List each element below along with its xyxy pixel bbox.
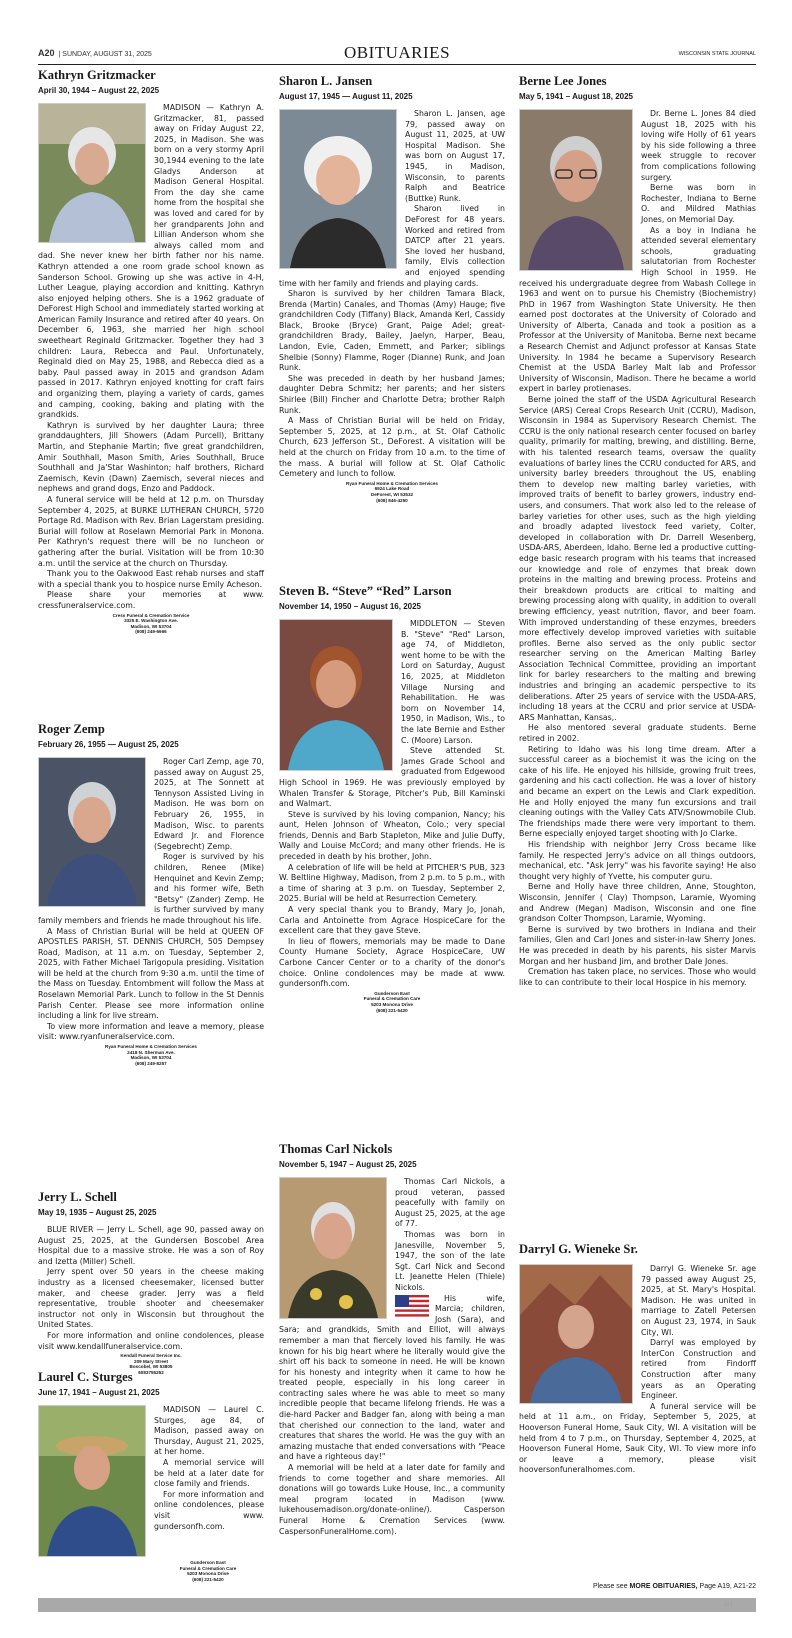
obituary-body	[38, 757, 264, 1043]
obituary-body	[38, 1225, 264, 1352]
funeral-home-line: Kendall Funeral Service Inc.	[120, 1353, 182, 1359]
funeral-home-line: (608) 221-5420	[192, 1576, 224, 1582]
paragraph: Please share your memories at www. cressfuneralservice.com.	[38, 590, 264, 610]
obituary-dates: June 17, 1941 – August 21, 2025	[38, 1388, 160, 1397]
paragraph: Thank you to the Oakwood East rehab nurses and staff with a special thank you to hospice nurse Emily Acheson.	[38, 569, 264, 589]
newspaper-page	[38, 0, 756, 1638]
funeral-home-notice	[38, 1044, 264, 1066]
funeral-home-notice	[152, 1560, 264, 1582]
obituary-photo	[38, 757, 146, 907]
funeral-home-line: 3325 E. Washington Ave.	[124, 618, 178, 624]
funeral-home-notice	[279, 481, 505, 503]
obituary-photo	[279, 109, 397, 269]
obituary-body	[279, 109, 505, 480]
paragraph: Darryl was employed by InterCon Construction and retired from Findorff Construction after many years as an Operating Engineer.	[641, 1338, 756, 1401]
obituary-name: Jerry L. Schell	[38, 1190, 117, 1204]
obituary-dates: August 17, 1945 — August 11, 2025	[279, 92, 413, 101]
paragraph: Sharon is survived by her children Tamara Black, Brenda (Martin) Canales, and Thomas (Amy) Hauge; five grandchildren Cody (Tiffany) Black, Amanda Kerl, Cassidy Black, Brooke (Bryce) Grant, Paige Adel; great-grandchildren Brady, Bailey, Jaelyn, Harper, Beau, Landon, Evie, Caden, Emmett, and Parker; siblings Shelbie (Sonny) Flamme, Roger (Dianne) Runk, and Joan Runk.	[279, 289, 505, 373]
funeral-home-notice	[279, 991, 505, 1013]
paragraph: Dr. Berne L. Jones 84 died August 18, 2025 with his loving wife Holly of 61 years by his side following a three week struggle to recover from complications following surgery.	[641, 109, 756, 182]
funeral-home-line: 6083755252	[138, 1369, 164, 1375]
funeral-home-line: Boscobel, WI 53805	[129, 1364, 173, 1370]
funeral-home-line: (608) 249-6666	[135, 629, 167, 635]
obituary-jerry-schell	[38, 1190, 264, 1376]
paragraph: Cremation has taken place, no services. Those who would like to can contribute to their local Hospice in his memory.	[519, 967, 756, 987]
obituary-dates: May 5, 1941 – August 18, 2025	[519, 92, 633, 101]
obituary-name: Laurel C. Sturges	[38, 1370, 133, 1384]
paragraph-text: His wife, Marcia; children, Josh (Sara), and Sara; and grandkids, Smith and Elliot, will always remember a man that fiercely loved his family. He was known for his big heart where he literally would give the shirt off his back to someone in need. He will be known for his honesty and integrity when it came to how he treated people, especially in his long career in contracting sales where he was able to meet so many incredible people that became lifelong friends. He was a die-hard Packer and Badger fan, along with being a man that cherished our connection to the land, water and creatures that shares the world. He was the guy with an amazing mustache that ended conversations with "Peace and have a righteous day!"	[279, 1293, 505, 1462]
paragraph: Steve is survived by his loving companion, Nancy; his aunt, Helen Johnson of Wheaton, Colo.; very special friends, Dennis and Barb Stapleton, Mike and Julie Duffy, Wally and Louise McCord; and many other friends. He is preceded in death by his brother, John.	[279, 809, 505, 862]
paragraph: BLUE RIVER — Jerry L. Schell, age 90, passed away on August 25, 2025, at the Gundersen Boscobel Area Hospital due to a massive stroke. He was a son of Roy and Izetta (Miller) Schell.	[38, 1225, 264, 1266]
obituary-laurel-sturges	[38, 1370, 264, 1582]
paragraph: Jerry spent over 50 years in the cheese making industry as a licensed cheesemaker, licensed butter maker, and cheese grader. Jerry was a field representative, trouble shooter and cheesemaker instructor not only in Wisconsin but throughout the United States.	[38, 1267, 264, 1330]
see-bold: MORE OBITUARIES,	[629, 1583, 698, 1590]
obituary-photo	[279, 619, 393, 771]
paragraph: Sharon lived in DeForest for 48 years. Worked and retired from DATCP after 21 years. She loved her husband, family, Elvis collection and enjoyed spending time with her family and friends and playing cards.	[279, 204, 505, 288]
paragraph: A funeral service will be held at 11 a.m., on Friday, September 5, 2025, at Hooverson Funeral Home, Sauk City, WI. A visitation will be held from 4 to 7 p.m., on Thursday, September 4, 2025, at Hooverson Funeral Home, Sauk City, WI. To view more info or leave a memory, please visit hooversonfuneralhomes.com.	[519, 1401, 756, 1475]
obituary-name: Berne Lee Jones	[519, 74, 607, 88]
obituary-steven-larson	[279, 584, 505, 1013]
paragraph: MADISON — Laurel C. Sturges, age 84, of Madison, passed away on Thursday, August 21, 2025, at her home.	[154, 1405, 264, 1457]
paragraph: Sharon L. Jansen, age 79, passed away on August 11, 2025, at UW Hospital Madison. She was born on August 17, 1945, in Madison, Wisconsin, to parents Ralph and Beatrice (Buttke) Runk.	[405, 109, 505, 203]
funeral-home-line: 5203 Monona Drive	[187, 1571, 229, 1577]
paragraph: Berne was born in Rochester, Indiana to Berne O. and Mildred Mathias Jones, on Memorial Day.	[641, 183, 756, 224]
funeral-home-line: (608) 846-4250	[376, 497, 408, 503]
obituary-darryl-wieneke	[519, 1242, 756, 1476]
page-number: A20	[38, 48, 55, 58]
obituary-name: Steven B. “Steve” “Red” Larson	[279, 584, 452, 598]
obituary-berne-jones	[519, 74, 756, 988]
paragraph: Berne joined the staff of the USDA Agricultural Research Service (ARS) Cereal Crops Research Unit (CCRU), Madison, Wisconsin in 1984 as Supervisory Research Chemist. The CCRU is the only national research center focused on barley quality, primarily for malting, brewing, and distilling. Berne, with his talented research teams, oversaw the quality evaluations of barley lines the CCRU conducted for ARS, and university barley breeders throughout the US, enabling them to develop new malting barley varieties, with improved traits of benefit to barley growers, industry end-users, and consumers. That work also led to the release of barley varieties for other uses, such as the high yielding and broadly adapted livestock feed variety, Colter, developed in collaboration with Dr. Darrell Wesenberg, USDA-ARS, Aberdeen, Idaho. Berne led a productive cutting-edge basic research program with his teams that increased our knowledge and role of enzymes that break down proteins in the malting and brewing process. Proteins and their breakdown products are critical to malting and brewing processing along with quality, in addition to overall brewing efficiency, yeast nutrition, flavor, and beer foam. With improved understanding of these enzymes, breeders more effectively develop improved varieties with suitable profiles. Berne also served as the only public sector researcher serving on the American Malting Barley Association Technical Committee, providing an important link for barley researchers to the malting and brewing industries and bringing an academic perspective to its deliberations. After 25 years of service with the USDA-ARS, including 18 years at the CCRU and prior service at USDA-ARS Manhattan, Kansas,.	[519, 395, 756, 722]
paragraph: A very special thank you to Brandy, Mary Jo, Jonah, Carla and Antoinette from Agrace HospiceCare for the excellent care that they gave Steve.	[279, 905, 505, 936]
paragraph: For more information and online condolences, please visit www. gundersonfh.com.	[154, 1489, 264, 1531]
paragraph: A memorial service will be held at a later date for close family and friends.	[154, 1457, 264, 1489]
funeral-home-line: 5203 Monona Drive	[371, 1001, 413, 1007]
paragraph: He also mentored several graduate students. Berne retired in 2002.	[519, 723, 756, 744]
obituary-body	[279, 1177, 505, 1537]
obituary-photo	[519, 1264, 633, 1404]
obituary-name: Roger Zemp	[38, 722, 105, 736]
paragraph: A funeral service will be held at 12 p.m. on Thursday September 4, 2025, at BURKE LUTHERAN CHURCH, 5720 Portage Rd. Madison with Rev. Brian Lagerstam presiding. Burial will follow at Roselawn Memorial Park in Monona. Per Kathryn's request there will be no luncheon or gathering after the burial. Visitation will be from 10:30 a.m. until the service at the church on Thursday.	[38, 494, 264, 568]
paragraph: For more information and online condolences, please visit www.kendallfuneralservice.com.	[38, 1330, 264, 1351]
obituary-body	[38, 1405, 264, 1532]
funeral-home-line: Gunderson East	[374, 990, 410, 996]
obituary-dates: February 26, 1955 — August 25, 2025	[38, 740, 179, 749]
funeral-home-line: 209 Mary Street	[134, 1358, 168, 1364]
funeral-home-notice	[38, 613, 264, 635]
obituary-name: Darryl G. Wieneke Sr.	[519, 1242, 638, 1256]
masthead	[38, 43, 756, 65]
funeral-home-line: 6924 Lake Road	[374, 486, 410, 492]
obituary-name: Sharon L. Jansen	[279, 74, 373, 88]
obituary-body	[519, 109, 756, 988]
paragraph: Thomas Carl Nickols, a proud veteran, passed peacefully with family on August 25, 2025, at the age of 77.	[395, 1177, 505, 1229]
paragraph: Berne and Holly have three children, Anne, Stoughton, Wisconsin, Jennifer ( Clay) Thompson, Laramie, Wyoming and Andrew (Megan) Madison, Wisconsin and one fine grandson Colter Thompson, Laramie, Wyoming.	[519, 882, 756, 924]
obituary-photo	[519, 109, 633, 271]
paragraph: A celebration of life will be held at PITCHER'S PUB, 323 W. Beltline Highway, Madison, from 2 p.m. to 5 p.m., with a time of sharing at 3 p.m. on Tuesday, September 2, 2025. Burial will be held at Resurrection Cemetery.	[279, 862, 505, 904]
paragraph: A Mass of Christian Burial will be held on Friday, September 5, 2025, at 12 p.m., at St. Olaf Catholic Church, 623 Jefferson St., DeForest. A visitation will be held at the church on Friday from 10 a.m. to the time of the mass. A burial will follow at St. Olaf Catholic Cemetery and lunch to follow.	[279, 416, 505, 479]
paragraph: MADISON — Kathryn A. Gritzmacker, 81, passed away on Friday August 22, 2025, in Madison. She was born on a very stormy April 30,1944 evening to the late Gladys Anderson at Madison General Hospital. From the day she came home from the hospital she was loved and cared for by her grandparents John and Lillian Anderson whom she always called mom and dad. She never knew her birth father nor his name. Kathryn attended a one room grade school known as Sanderson School. Growing up she was active in 4-H, Luther League, playing accordion and knitting. Kathryn also enjoyed helping others. She is a 1962 graduate of DeForest High School and immediately started working at American Family Insurance and retired after 40 years. On December 6, 1963, she married her high school sweetheart Reginald Gritzmacker. Together they had 3 children: Laura, Rebecca and Paul. Unfortunately, Reginald died on May 25, 1988, and Rebecca died as a baby. Paul passed away in 2015 and grandson Adam passed in 2017. Kathryn enjoyed knotting for craft fairs and organizing them, playing a variety of cards, games and camping, cooking, baking and plating with the grandkids.	[38, 103, 264, 420]
funeral-home-line: Ryan Funeral Home & Cremation Services	[105, 1044, 197, 1050]
paragraph: A memorial will be held at a later date for family and friends to come together and share memories. All donations will go towards Luke House, Inc., a community meal program located in Madison (www. lukehousemadison.org/donate-online/). Casperson Funeral Home & Cremation Services (www. CaspersonFuneralHome.com).	[279, 1463, 505, 1536]
paragraph: A Mass of Christian Burial will be held at QUEEN OF APOSTLES PARISH, ST. DENNIS CHURCH, 505 Dempsey Road, Madison, at 11 a.m. on Tuesday, September 2, 2025, with Father Michael Tarigopula presiding. Visitation will be held at the church from 9:30 a.m. until the time of the Mass on Tuesday. Entombment will follow the Mass at Roselawn Memorial Park. Lunch to follow in the St Dennis Parish Center. Please see more information online including a link for live stream.	[38, 926, 264, 1021]
funeral-home-line: Madison, WI 53704	[130, 1055, 172, 1061]
obituary-dates: November 5, 1947 – August 25, 2025	[279, 1160, 417, 1169]
paragraph: She was preceded in death by her husband James; daughter Debra Schmitz; her parents; and her sisters Shirlee (Bill) Fincher and Charlotte Detra; brother Ralph Runk.	[279, 373, 505, 415]
obituary-photo	[38, 1405, 146, 1557]
funeral-home-line: Cress Funeral & Cremation Service	[112, 612, 190, 618]
paragraph: To view more information and leave a memory, please visit: www.ryanfuneralservice.com.	[38, 1021, 264, 1042]
obituary-body	[38, 103, 264, 612]
obituary-sharon-jansen	[279, 74, 505, 503]
obituary-kathryn-gritzmacker	[38, 68, 264, 635]
funeral-home-line: Ryan Funeral Home & Cremation Services	[346, 480, 438, 486]
american-flag-icon	[395, 1295, 429, 1317]
more-obituaries-note	[593, 1583, 756, 1590]
obituary-roger-zemp	[38, 722, 264, 1066]
obituary-name: Kathryn Gritzmacker	[38, 68, 156, 82]
obituary-body	[519, 1264, 756, 1476]
obituary-dates: May 19, 1935 – August 25, 2025	[38, 1208, 157, 1217]
paper-name: WISCONSIN STATE JOURNAL	[678, 51, 756, 57]
paragraph: As a boy in Indiana he attended several elementary schools, graduating salutatorian from Rochester High School in 1959. He received his undergraduate degree from Wabash College in 1963 and went on to pursue his Chemistry (Biochemistry) PhD in 1967 from Washington State University. He then earned post doctorates at the University of Colorado and University of Alberta, Canada and took a position as a Professor at the University of Manitoba. Berne next became a Research Chemist and Adjunct professor at Kansas State University. In 1984 he became a Supervisory Research Chemist at the USDA Barley Malt lab and Professor University of Wisconsin, Madison. There he became a world expert in barley protienases.	[519, 225, 756, 394]
funeral-home-line: (608) 249-8257	[135, 1060, 167, 1066]
funeral-home-line: Gunderson East	[190, 1560, 226, 1565]
paragraph: Steve attended St. James Grade School and graduated from Edgewood High School in 1969. He was previously employed by Whalen Transfer & Storage, Pitcher's Pub, Bill Kaminski and Walmart.	[279, 746, 505, 809]
paragraph: Retiring to Idaho was his long time dream. After a successful career as a biochemist it was the icing on the cake of his life. He enjoyed his hillside, growing fruit trees, gardening and his cacti collection. He was a lover of history and became an expert on the Lewis and Clark expedition. He and Holly enjoyed the many fun excursions and trail cleaning outings with the Valley Cats ATV/Snowmobile Club. The friendships made there were very important to them. Berne especially enjoyed target shooting with Jo Clarke.	[519, 744, 756, 839]
obituary-name: Thomas Carl Nickols	[279, 1142, 393, 1156]
see-prefix: Please see	[592, 1583, 630, 1590]
footer-bar	[38, 1598, 756, 1612]
funeral-home-line: 2418 N. Sherman Ave.	[127, 1049, 175, 1055]
funeral-home-line: Madison, WI 53704	[130, 623, 172, 629]
obituary-dates: November 14, 1950 – August 16, 2025	[279, 602, 421, 611]
paragraph: MIDDLETON — Steven B. "Steve" "Red" Larson, age 74, of Middleton, went home to be with the Lord on Saturday, August 16, 2025, at Middleton Village Nursing and Rehabilitation. He was born on November 14, 1950, in Madison, Wis., to the late Bernie and Esther C. (Moore) Larson.	[401, 619, 505, 745]
obituary-photo	[38, 103, 146, 243]
paragraph: In lieu of flowers, memorials may be made to Dane County Humane Society, Agrace HospiceCare, UW Carbone Cancer Center or to a charity of the donor's choice. Online condolences may be made at www. gundersonfh.com.	[279, 936, 505, 989]
obituary-body	[279, 619, 505, 990]
paragraph: Roger is survived by his children, Renee (Mike) Henquinet and Kevin Zemp; and his former wife, Beth "Betsy" (Zander) Zemp. He is further survived by many family members and friends he made throughout his life.	[38, 852, 264, 925]
paragraph: Darryl G. Wieneke Sr. age 79 passed away August 25, 2025, at St. Mary's Hospital. Madison. He was united in marriage to Zatell Petersen on August 23, 1974, in Sauk City, WI.	[641, 1264, 756, 1337]
obituary-photo	[279, 1177, 387, 1319]
funeral-home-line: (608) 221-5420	[376, 1007, 408, 1013]
page-date: | SUNDAY, AUGUST 31, 2025	[58, 51, 152, 58]
funeral-home-line: Funeral & Cremation Care	[363, 996, 421, 1002]
funeral-home-line: DeForest, WI 53532	[370, 491, 414, 497]
paragraph: Berne is survived by two brothers in Indiana and their families, Glen and Carl Jones and sister-in-law Sherry Jones. He was preceded in death by his parents, his sister Marvis Morgan and her husband Jim, and brother Dale Jones.	[519, 924, 756, 966]
section-title: OBITUARIES	[343, 43, 451, 62]
see-suffix: Page A19, A21-22	[697, 1583, 756, 1590]
obituary-dates: April 30, 1944 – August 22, 2025	[38, 86, 160, 95]
paragraph: Roger Carl Zemp, age 70, passed away on August 25, 2025, at The Sonnett at Tennyson Assisted Living in Madison. He was born on February 26, 1955, in Madison, Wisc. to parents Edward Jr. and Florence (Segebrecht) Zemp.	[154, 757, 264, 851]
obituary-thomas-nickols	[279, 1142, 505, 1537]
funeral-home-line: Funeral & Cremation Care	[179, 1565, 237, 1571]
paragraph: Thomas was born in Janesville, November 5, 1947, the son of the late Sgt. Carl Nick and Second Lt. Jeanette Helen (Thiele) Nickols.	[395, 1229, 505, 1292]
paragraph: Kathryn is survived by her daughter Laura; three granddaughters, Jill Showers (Adam Purcell), Brittany Martin, and Stephanie Martin; five great grandchildren, Amir Southhall, Mason Smith, Aries Southhall, Bruce Southhall and Ja'Star Washinton; half brothers, Richard Zaemisch, Kevin (Dawn) Zaemisch, several nieces and nephews and grand dogs, Enzo and Paddock.	[38, 420, 264, 494]
edge-mark: 00 1	[724, 1602, 733, 1607]
paragraph: His friendship with neighbor Jerry Cross became like family. He respected Jerry's advice on all things outdoors, mechanical, etc. "Ask Jerry" was his favorite saying! He also thought very highly of Yvette, his computer guru.	[519, 839, 756, 881]
